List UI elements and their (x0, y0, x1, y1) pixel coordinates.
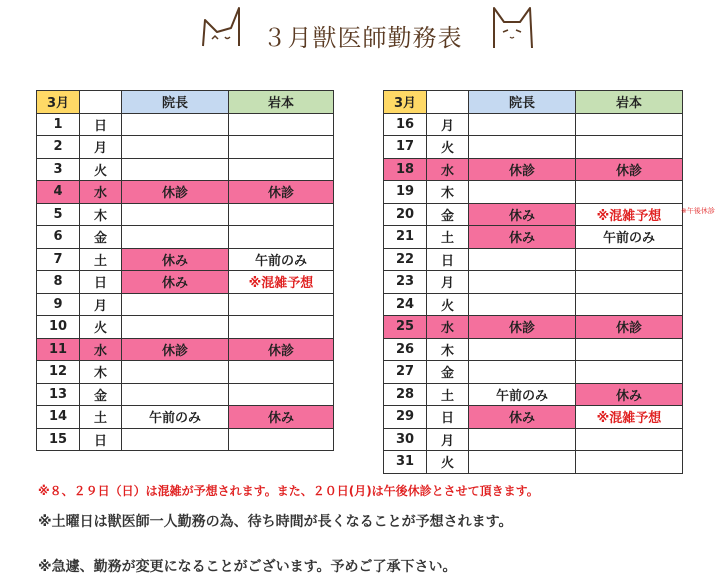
weekday-cell: 日 (80, 271, 122, 294)
iwamoto-cell (576, 136, 683, 159)
table-row (37, 158, 334, 181)
weekday-cell: 木 (80, 361, 122, 384)
date-cell: 22 (384, 248, 427, 271)
table-row (37, 361, 334, 384)
director-cell (122, 316, 229, 339)
table-row (384, 158, 683, 181)
iwamoto-cell (229, 226, 334, 249)
weekday-cell: 月 (80, 136, 122, 159)
iwamoto-cell (576, 428, 683, 451)
director-cell (122, 158, 229, 181)
weekday-cell: 水 (80, 338, 122, 361)
iwamoto-header: 岩本 (229, 91, 334, 114)
weekday-cell: 日 (80, 113, 122, 136)
iwamoto-cell: 午前のみ (229, 248, 334, 271)
date-cell: 6 (37, 226, 80, 249)
month-header: 3月 (384, 91, 427, 114)
table-row (384, 451, 683, 474)
date-cell: 1 (37, 113, 80, 136)
date-cell: 4 (37, 181, 80, 204)
iwamoto-cell: 休み (576, 383, 683, 406)
table-row (384, 203, 683, 226)
weekday-cell: 土 (80, 248, 122, 271)
iwamoto-cell (229, 113, 334, 136)
weekday-cell: 月 (427, 428, 469, 451)
weekday-header (80, 91, 122, 114)
iwamoto-cell (229, 361, 334, 384)
weekday-cell: 金 (80, 226, 122, 249)
director-cell: 休診 (122, 338, 229, 361)
month-header: 3月 (37, 91, 80, 114)
director-cell (122, 383, 229, 406)
weekday-cell: 金 (427, 361, 469, 384)
iwamoto-cell: ※混雑予想 (229, 271, 334, 294)
weekday-cell: 月 (80, 293, 122, 316)
weekday-cell: 日 (80, 428, 122, 451)
director-cell (469, 338, 576, 361)
table-row (384, 181, 683, 204)
schedule-table-first-half (36, 90, 334, 451)
iwamoto-cell (576, 451, 683, 474)
note-congestion: ※８、２９日（日）は混雑が予想されます。また、２０日(月)は午後休診とさせて頂きます。 (38, 484, 539, 498)
table-row (37, 203, 334, 226)
date-cell: 7 (37, 248, 80, 271)
date-cell: 19 (384, 181, 427, 204)
iwamoto-cell: 休診 (576, 316, 683, 339)
weekday-cell: 土 (427, 383, 469, 406)
table-row (37, 428, 334, 451)
table-row (37, 113, 334, 136)
table-row (37, 293, 334, 316)
iwamoto-cell (229, 158, 334, 181)
date-cell: 26 (384, 338, 427, 361)
director-cell (469, 248, 576, 271)
weekday-cell: 火 (427, 293, 469, 316)
table-row (384, 271, 683, 294)
date-cell: 24 (384, 293, 427, 316)
table-row (37, 181, 334, 204)
table-row (384, 113, 683, 136)
director-cell (122, 293, 229, 316)
iwamoto-cell (229, 293, 334, 316)
iwamoto-cell (576, 361, 683, 384)
weekday-cell: 水 (427, 158, 469, 181)
date-cell: 9 (37, 293, 80, 316)
table-row (384, 136, 683, 159)
date-cell: 15 (37, 428, 80, 451)
director-cell: 休診 (122, 181, 229, 204)
iwamoto-cell (229, 203, 334, 226)
weekday-cell: 火 (80, 316, 122, 339)
date-cell: 25 (384, 316, 427, 339)
note-change: ※急遽、勤務が変更になることがございます。予めご了承下さい。 (38, 559, 457, 575)
director-cell (469, 181, 576, 204)
director-cell (469, 113, 576, 136)
date-cell: 5 (37, 203, 80, 226)
table-row (384, 316, 683, 339)
director-header: 院長 (469, 91, 576, 114)
iwamoto-cell: 午前のみ (576, 226, 683, 249)
director-cell: 午前のみ (122, 406, 229, 429)
table-row (37, 248, 334, 271)
iwamoto-cell (229, 136, 334, 159)
date-cell: 23 (384, 271, 427, 294)
table-row (384, 428, 683, 451)
iwamoto-cell (576, 248, 683, 271)
iwamoto-cell: 休診 (576, 158, 683, 181)
director-cell (469, 293, 576, 316)
director-cell: 休診 (469, 316, 576, 339)
weekday-cell: 日 (427, 406, 469, 429)
weekday-cell: 木 (427, 338, 469, 361)
iwamoto-cell: ※混雑予想 (576, 406, 683, 429)
director-cell: 休み (122, 248, 229, 271)
date-cell: 30 (384, 428, 427, 451)
iwamoto-cell (229, 428, 334, 451)
date-cell: 11 (37, 338, 80, 361)
director-cell (122, 113, 229, 136)
date-cell: 17 (384, 136, 427, 159)
note-saturday: ※土曜日は獣医師一人勤務の為、待ち時間が長くなることが予想されます。 (38, 514, 513, 530)
director-cell: 休み (469, 203, 576, 226)
weekday-cell: 水 (80, 181, 122, 204)
weekday-cell: 火 (80, 158, 122, 181)
date-cell: 31 (384, 451, 427, 474)
director-cell (469, 361, 576, 384)
director-cell (469, 271, 576, 294)
director-cell: 午前のみ (469, 383, 576, 406)
director-cell (122, 361, 229, 384)
date-cell: 28 (384, 383, 427, 406)
director-cell: 休診 (469, 158, 576, 181)
table-row (384, 361, 683, 384)
weekday-cell: 金 (427, 203, 469, 226)
date-cell: 20 (384, 203, 427, 226)
date-cell: 18 (384, 158, 427, 181)
weekday-cell: 土 (80, 406, 122, 429)
table-row (37, 383, 334, 406)
director-header: 院長 (122, 91, 229, 114)
weekday-cell: 月 (427, 113, 469, 136)
iwamoto-cell (229, 316, 334, 339)
iwamoto-cell: 休み (229, 406, 334, 429)
director-cell (122, 136, 229, 159)
director-cell (469, 428, 576, 451)
director-cell (122, 428, 229, 451)
weekday-cell: 日 (427, 248, 469, 271)
date-cell: 21 (384, 226, 427, 249)
director-cell (122, 203, 229, 226)
table-row (37, 316, 334, 339)
cat-face-icon (490, 4, 536, 50)
weekday-cell: 火 (427, 451, 469, 474)
iwamoto-cell (576, 181, 683, 204)
table-row (384, 293, 683, 316)
director-cell: 休み (469, 226, 576, 249)
iwamoto-cell (229, 383, 334, 406)
weekday-cell: 月 (427, 271, 469, 294)
director-cell (122, 226, 229, 249)
header-row (37, 91, 334, 114)
table-row (37, 271, 334, 294)
date-cell: 12 (37, 361, 80, 384)
date-cell: 3 (37, 158, 80, 181)
iwamoto-cell: 休診 (229, 181, 334, 204)
table-row (384, 383, 683, 406)
date-cell: 8 (37, 271, 80, 294)
weekday-cell: 木 (427, 181, 469, 204)
director-cell: 休み (469, 406, 576, 429)
date-cell: 16 (384, 113, 427, 136)
page-title: ３月獣医師勤務表 (262, 24, 463, 52)
table-row (37, 406, 334, 429)
weekday-cell: 火 (427, 136, 469, 159)
header-row (384, 91, 683, 114)
schedule-table-second-half (383, 90, 683, 474)
iwamoto-cell: ※混雑予想 (576, 203, 683, 226)
director-cell (469, 451, 576, 474)
iwamoto-cell: 休診 (229, 338, 334, 361)
table-row (37, 338, 334, 361)
date-cell: 14 (37, 406, 80, 429)
weekday-header (427, 91, 469, 114)
weekday-cell: 土 (427, 226, 469, 249)
iwamoto-cell (576, 293, 683, 316)
date-cell: 27 (384, 361, 427, 384)
date-cell: 13 (37, 383, 80, 406)
date-cell: 10 (37, 316, 80, 339)
table-row (37, 136, 334, 159)
table-row (384, 338, 683, 361)
weekday-cell: 水 (427, 316, 469, 339)
side-note: ※午後休診 (681, 207, 715, 215)
iwamoto-cell (576, 271, 683, 294)
iwamoto-header: 岩本 (576, 91, 683, 114)
table-row (384, 226, 683, 249)
director-cell (469, 136, 576, 159)
director-cell: 休み (122, 271, 229, 294)
date-cell: 29 (384, 406, 427, 429)
table-row (384, 406, 683, 429)
date-cell: 2 (37, 136, 80, 159)
table-row (384, 248, 683, 271)
weekday-cell: 木 (80, 203, 122, 226)
weekday-cell: 金 (80, 383, 122, 406)
iwamoto-cell (576, 338, 683, 361)
table-row (37, 226, 334, 249)
iwamoto-cell (576, 113, 683, 136)
